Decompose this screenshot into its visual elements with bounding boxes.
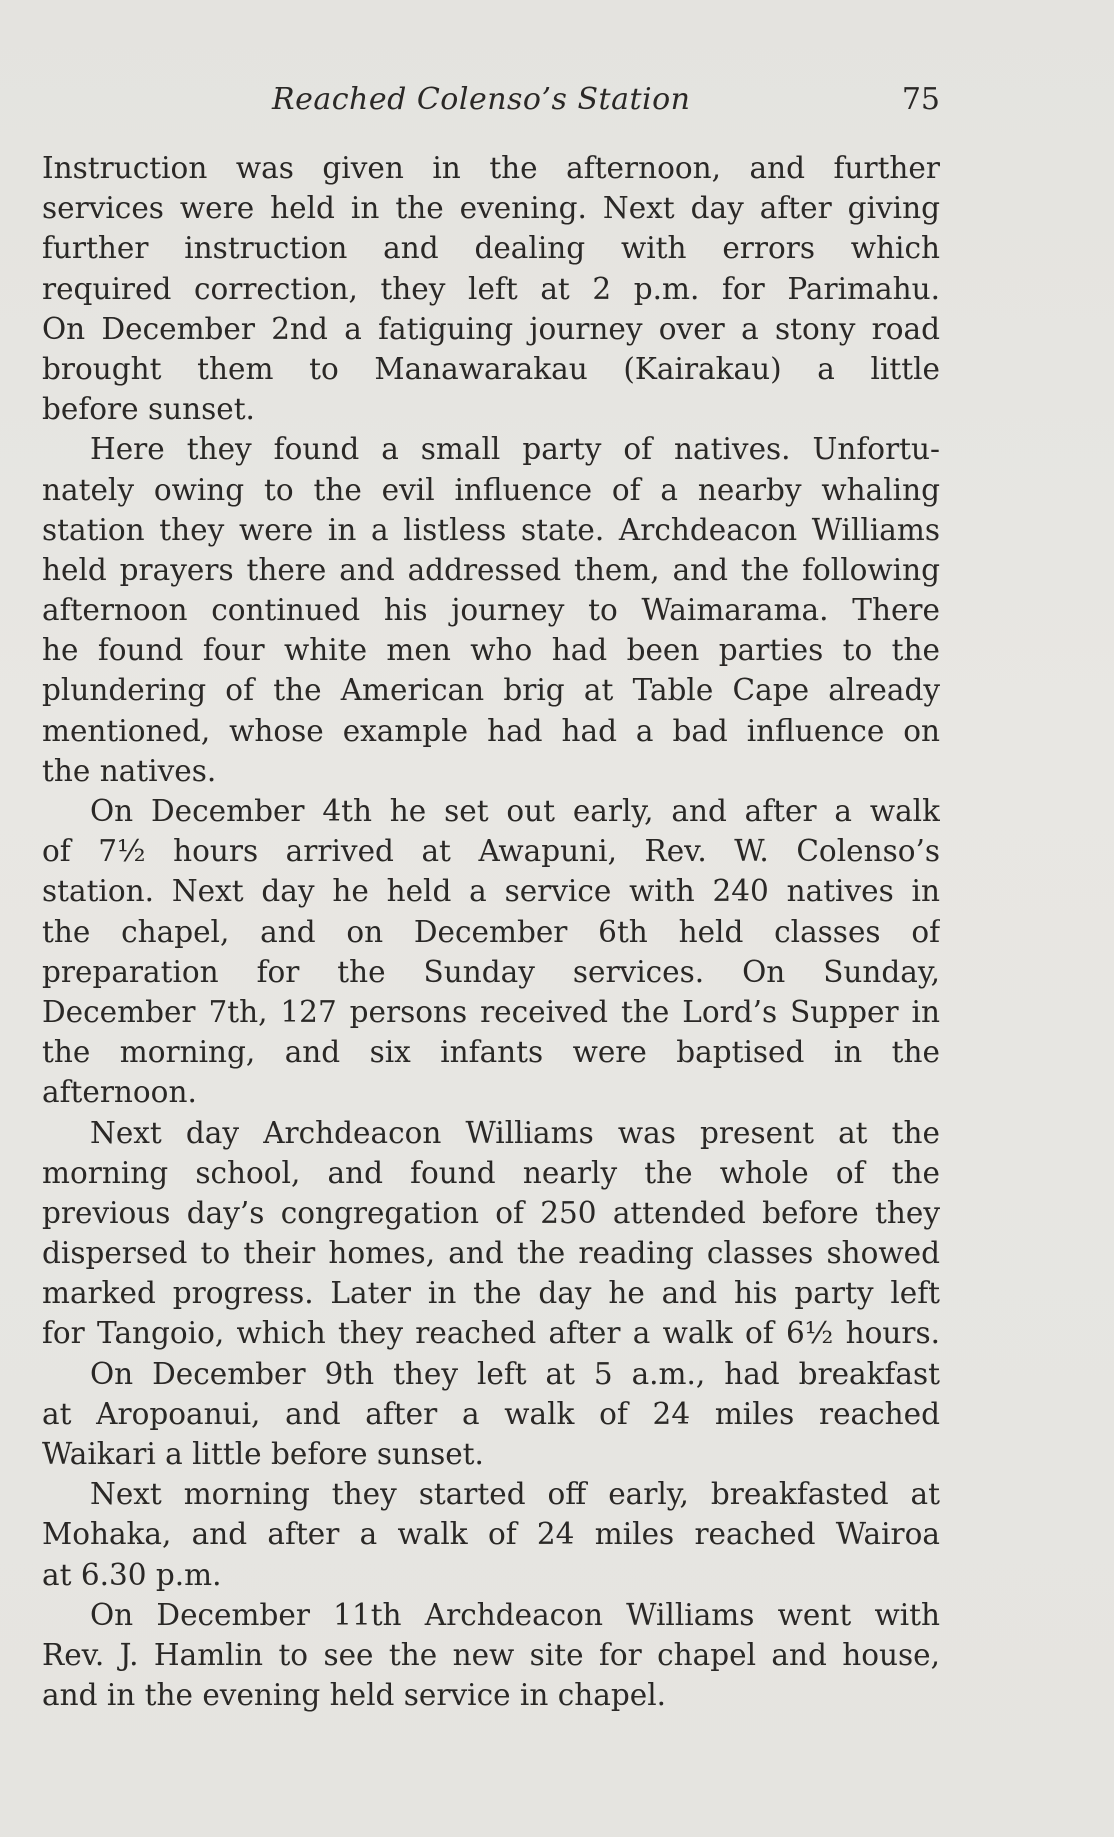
- text-line: plundering of the American brig at Table Cape already: [42, 673, 940, 708]
- text-line: and in the evening held service in chapel.: [42, 1678, 667, 1713]
- text-line: for Tangoio, which they reached after a walk of 6½ hours.: [42, 1316, 940, 1351]
- text-line: December 7th, 127 persons received the Lord’s Supper in: [42, 994, 940, 1029]
- body-text: [42, 148, 940, 1715]
- text-line: dispersed to their homes, and the reading classes showed: [42, 1236, 940, 1271]
- text-line: further instruction and dealing with errors which: [42, 231, 940, 266]
- text-line: at 6.30 p.m.: [42, 1557, 222, 1592]
- text-line: mentioned, whose example had had a bad influence on: [42, 713, 940, 748]
- text-line: Waikari a little before sunset.: [42, 1437, 484, 1471]
- text-line: marked progress. Later in the day he and his party left: [42, 1276, 940, 1311]
- text-line: station they were in a listless state. Archdeacon Williams: [42, 512, 940, 547]
- text-line: before sunset.: [42, 392, 255, 427]
- text-line: preparation for the Sunday services. On Sunday,: [42, 954, 940, 989]
- page-number: 75: [901, 82, 940, 117]
- text-line: brought them to Manawarakau (Kairakau) a little: [42, 351, 940, 386]
- text-line: Instruction was given in the afternoon, and further: [42, 151, 940, 185]
- text-line: Next morning they started off early, breakfasted at: [90, 1477, 940, 1512]
- text-line: required correction, they left at 2 p.m. for Parimahu.: [42, 271, 940, 306]
- running-head: [42, 82, 940, 122]
- running-title: Reached Colenso’s Station: [272, 82, 691, 117]
- text-line: services were held in the evening. Next day after giving: [42, 191, 940, 226]
- text-line: Mohaka, and after a walk of 24 miles reached Wairoa: [42, 1517, 940, 1552]
- text-line: On December 4th he set out early, and after a walk: [90, 794, 940, 828]
- text-line: the natives.: [42, 753, 217, 788]
- text-line: afternoon continued his journey to Waimarama. There: [42, 593, 940, 628]
- text-line: of 7½ hours arrived at Awapuni, Rev. W. Colenso’s: [42, 834, 940, 869]
- text-line: he found four white men who had been parties to the: [42, 633, 940, 668]
- text-line: nately owing to the evil influence of a nearby whaling: [42, 472, 940, 507]
- text-line: held prayers there and addressed them, and the following: [42, 552, 940, 587]
- text-line: at Aropoanui, and after a walk of 24 miles reached: [42, 1396, 940, 1431]
- text-line: afternoon.: [42, 1075, 197, 1110]
- text-line: previous day’s congregation of 250 attended before they: [42, 1195, 940, 1230]
- text-line: Rev. J. Hamlin to see the new site for chapel and house,: [42, 1637, 940, 1672]
- text-line: the morning, and six infants were baptised in the: [42, 1035, 940, 1070]
- text-line: On December 11th Archdeacon Williams went with: [90, 1597, 940, 1632]
- text-line: On December 9th they left at 5 a.m., had breakfast: [90, 1356, 940, 1391]
- text-line: the chapel, and on December 6th held classes of: [42, 914, 940, 949]
- text-line: Here they found a small party of natives. Unfortu-: [90, 432, 940, 467]
- text-line: On December 2nd a fatiguing journey over a stony road: [42, 311, 940, 346]
- text-line: Next day Archdeacon Williams was present at the: [90, 1115, 940, 1150]
- text-line: station. Next day he held a service with 240 natives in: [42, 874, 940, 909]
- text-line: morning school, and found nearly the whole of the: [42, 1155, 940, 1190]
